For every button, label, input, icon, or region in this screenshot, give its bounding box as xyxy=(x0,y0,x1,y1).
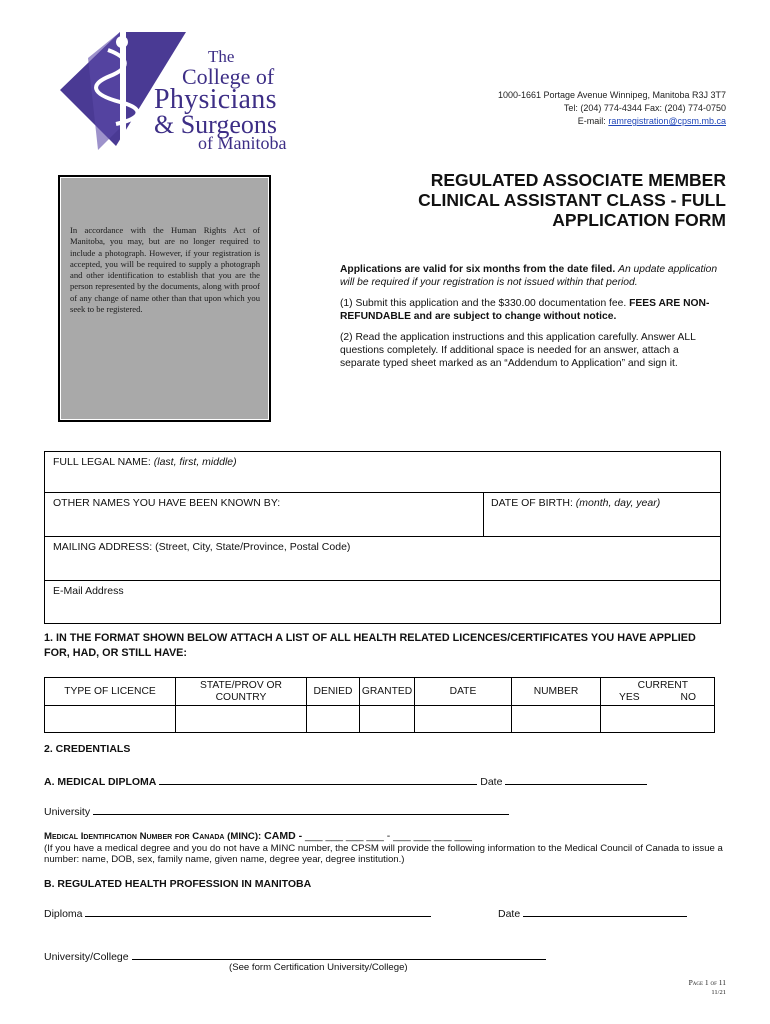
dob-label: DATE OF BIRTH: xyxy=(491,497,573,509)
section-2-heading: 2. CREDENTIALS xyxy=(44,743,131,755)
title-line-3: APPLICATION FORM xyxy=(552,210,726,230)
update-notice: An update application will be required if your registration is not issued within that period. xyxy=(340,264,718,288)
university-college-row xyxy=(44,948,546,963)
email-link[interactable]: ramregistration@cpsm.mb.ca xyxy=(608,116,726,126)
photo-box[interactable] xyxy=(58,175,271,422)
col-number: NUMBER xyxy=(512,678,601,706)
minc-input[interactable]: ___ ___ ___ ___ - ___ ___ ___ ___ xyxy=(305,830,473,842)
dob-hint: (month, day, year) xyxy=(575,497,661,509)
university-college-label: University/College xyxy=(44,951,129,963)
profession-date-row xyxy=(498,905,687,920)
email-address-label: E-Mail Address xyxy=(53,585,124,597)
title-line-1: REGULATED ASSOCIATE MEMBER xyxy=(430,170,726,190)
col-state-country: STATE/PROV OR COUNTRY xyxy=(176,678,307,706)
diploma-input[interactable] xyxy=(85,905,431,917)
page-count: Page 1 of 11 xyxy=(688,978,726,987)
mailing-address-label: MAILING ADDRESS: (Street, City, State/Province, Postal Code) xyxy=(53,541,351,553)
medical-diploma-row xyxy=(44,773,647,788)
profession-date-input[interactable] xyxy=(523,905,687,917)
other-names-dob-row xyxy=(44,493,721,537)
profession-date-label: Date xyxy=(498,908,521,920)
full-name-field[interactable] xyxy=(44,451,721,493)
see-form-note: (See form Certification University/College) xyxy=(229,962,408,973)
logo-the: The xyxy=(208,47,235,66)
personal-info-form xyxy=(44,451,721,624)
university-college-input[interactable] xyxy=(132,948,546,960)
diploma-date-input[interactable] xyxy=(505,773,647,785)
col-yes: YES xyxy=(619,691,640,703)
regulated-profession-heading: B. REGULATED HEALTH PROFESSION IN MANITOBA xyxy=(44,878,312,890)
form-title xyxy=(386,170,726,230)
col-current: CURRENT YES NO xyxy=(601,678,715,706)
email-field[interactable] xyxy=(44,581,721,624)
revision-date: 11/21 xyxy=(711,989,726,996)
header-address xyxy=(498,89,726,128)
university-row xyxy=(44,803,509,818)
minc-label: Medical Identification Number for Canada (MINC): xyxy=(44,831,262,842)
diploma-date-label: Date xyxy=(480,776,503,788)
diploma-row xyxy=(44,905,431,920)
logo-manitoba: of Manitoba xyxy=(198,133,287,153)
col-denied: DENIED xyxy=(307,678,360,706)
title-line-2: CLINICAL ASSISTANT CLASS - FULL xyxy=(418,190,726,210)
medical-diploma-label: A. MEDICAL DIPLOMA xyxy=(44,776,157,788)
phone-fax-line: Tel: (204) 774-4344 Fax: (204) 774-0750 xyxy=(563,103,726,113)
col-no: NO xyxy=(680,691,696,703)
logo-physicians: Physicians xyxy=(154,84,277,115)
university-input[interactable] xyxy=(93,803,509,815)
col-type-of-licence: TYPE OF LICENCE xyxy=(45,678,176,706)
diploma-label: Diploma xyxy=(44,908,83,920)
licence-entry-row[interactable] xyxy=(45,706,715,733)
university-label: University xyxy=(44,806,91,818)
mailing-address-field[interactable] xyxy=(44,537,721,581)
licence-table xyxy=(44,677,715,733)
col-date: DATE xyxy=(415,678,512,706)
full-name-label: FULL LEGAL NAME: xyxy=(53,456,151,468)
logo-surgeons: & Surgeons xyxy=(154,110,278,139)
minc-camd: CAMD - xyxy=(264,830,303,842)
section-1-heading: 1. IN THE FORMAT SHOWN BELOW ATTACH A LIST OF ALL HEALTH RELATED LICENCES/CERTIFICATES YOU HAVE APPLIED FOR, HAD, OR STILL HAVE: xyxy=(44,632,696,659)
cpsm-logo xyxy=(58,28,338,156)
col-granted: GRANTED xyxy=(360,678,415,706)
fee-instruction: (1) Submit this application and the $330.00 documentation fee. xyxy=(340,298,627,309)
full-name-hint: (last, first, middle) xyxy=(153,456,237,468)
email-label: E-mail: xyxy=(577,116,606,126)
validity-notice: Applications are valid for six months from the date filed. xyxy=(340,264,616,275)
minc-note: (If you have a medical degree and you do not have a MINC number, the CPSM will provide the following information to the Medical Council of Canada to issue a number: name, DOB, sex, family name, given name, degree year, degree institution.) xyxy=(44,843,723,865)
fee-notice: FEES ARE NON-REFUNDABLE and are subject to change without notice. xyxy=(340,298,710,322)
minc-row xyxy=(44,830,472,842)
address-line: 1000-1661 Portage Avenue Winnipeg, Manitoba R3J 3T7 xyxy=(498,90,726,100)
medical-diploma-input[interactable] xyxy=(159,773,477,785)
other-names-label: OTHER NAMES YOU HAVE BEEN KNOWN BY: xyxy=(53,497,281,509)
read-instruction: (2) Read the application instructions and this application carefully. Answer ALL questions completely. If additional space is needed for an answer, attach a separate typed sheet marked as an “Addendum to Application” and sign it. xyxy=(340,332,696,369)
photo-notice: In accordance with the Human Rights Act of Manitoba, you may, but are no longer required to include a photograph. However, if your registration is accepted, you will be required to supply a photograph and other identification to establish that you are the person represented by the documents, along with proof of any change of name other than that upon which you seek to be registered. xyxy=(70,225,260,315)
logo-college: College of xyxy=(182,64,275,89)
page-number xyxy=(689,978,726,998)
instructions xyxy=(340,263,720,378)
